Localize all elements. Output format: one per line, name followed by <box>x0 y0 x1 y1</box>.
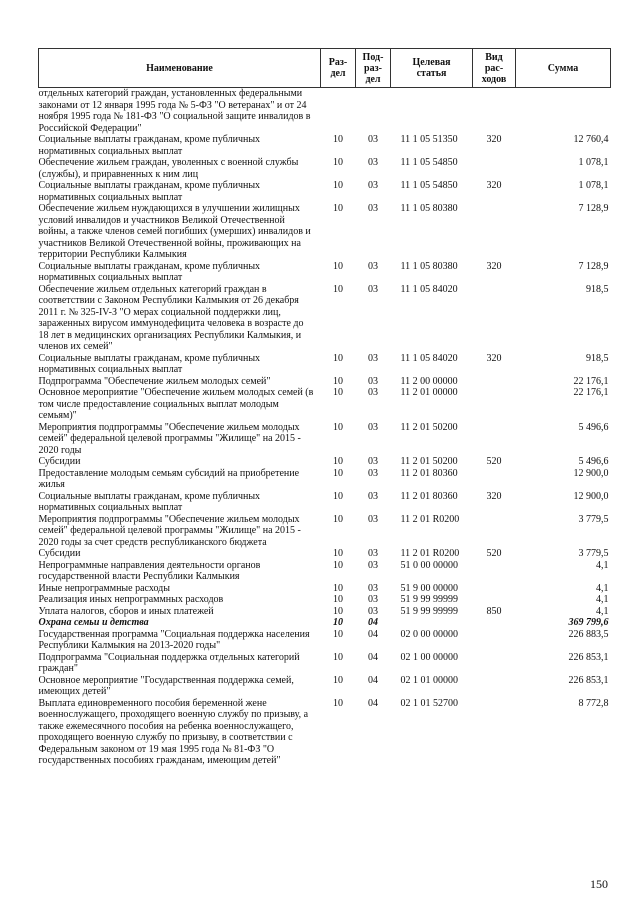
row-subsection: 03 <box>368 375 378 387</box>
row-section: 10 <box>333 134 343 145</box>
row-target: 02 1 01 00000 <box>400 674 458 686</box>
table-row <box>39 548 611 560</box>
row-subsection: 03 <box>368 352 378 364</box>
row-expense-type <box>473 468 516 491</box>
row-subsection: 03 <box>368 203 378 214</box>
row-sum: 3 779,5 <box>578 548 609 559</box>
table-row <box>39 157 611 180</box>
row-name: Основное мероприятие "Государственная поддержка семей, имеющих детей" <box>38 674 294 697</box>
row-sum: 5 496,6 <box>578 421 609 433</box>
row-subsection: 03 <box>368 582 378 594</box>
row-expense-type <box>473 203 516 261</box>
row-sum: 226 883,5 <box>568 628 609 640</box>
row-sum: 226 853,1 <box>568 651 609 663</box>
row-section <box>321 88 356 135</box>
table-row <box>39 261 611 284</box>
header-subsection <box>356 49 391 88</box>
row-section: 10 <box>333 628 343 640</box>
row-subsection: 03 <box>368 467 378 479</box>
row-section: 10 <box>333 421 343 433</box>
header-name <box>39 49 321 88</box>
row-expense-type <box>473 284 516 353</box>
budget-table <box>38 48 611 767</box>
row-section: 10 <box>333 674 343 686</box>
row-target: 11 1 05 80380 <box>400 260 458 272</box>
row-subsection: 03 <box>368 157 378 168</box>
table-row <box>39 491 611 514</box>
row-expense-type: 850 <box>486 605 502 617</box>
row-subsection: 03 <box>368 513 378 525</box>
row-section: 10 <box>333 490 343 502</box>
row-target <box>391 617 473 629</box>
row-target: 11 1 05 54850 <box>400 157 458 168</box>
row-subsection: 03 <box>368 134 378 145</box>
row-sum: 4,1 <box>596 559 609 571</box>
row-sum: 5 496,6 <box>578 456 609 467</box>
table-row <box>39 594 611 606</box>
row-target: 11 2 01 50200 <box>400 456 458 467</box>
row-expense-type: 320 <box>486 180 502 191</box>
row-section: 10 <box>333 180 343 191</box>
row-name: Уплата налогов, сборов и иных платежей <box>38 605 214 617</box>
row-subsection: 03 <box>368 387 378 398</box>
row-name: Мероприятия подпрограммы "Обеспечение жильем молодых семей" федеральной целевой программы "Жилище" на 2015 - 2020 годы <box>38 421 301 456</box>
row-name: Охрана семьи и детства <box>38 617 149 628</box>
table-row <box>39 606 611 618</box>
row-target: 11 2 01 R0200 <box>400 548 460 559</box>
row-name: Обеспечение жильем отдельных категорий граждан в соответствии с Законом Республики Калмыкия от 26 декабря 2011 г. № 325-IV-З "О мерах социальной поддержки лиц, зараженных вирусом иммунодефицита человека в возрасте до 18 лет в медицинских организациях Республики Калмыкия, и членов их семей" <box>38 283 304 352</box>
row-expense-type <box>473 157 516 180</box>
row-sum <box>516 88 611 135</box>
table-row <box>39 698 611 767</box>
row-target: 51 9 00 00000 <box>400 582 458 594</box>
row-target: 51 9 99 99999 <box>400 594 458 605</box>
row-section: 10 <box>333 617 343 628</box>
row-name: Субсидии <box>38 456 81 467</box>
row-name: Основное мероприятие "Обеспечение жильем молодых семей (в том числе предоставление социальных выплат молодым семьям)" <box>38 387 314 421</box>
row-section: 10 <box>333 375 343 387</box>
row-subsection: 03 <box>368 421 378 433</box>
row-subsection: 03 <box>368 456 378 467</box>
table-row <box>39 203 611 261</box>
table-row <box>39 180 611 203</box>
header-target-label: Целевая статья <box>412 57 451 79</box>
row-target: 02 1 00 00000 <box>400 651 458 663</box>
table-row <box>39 353 611 376</box>
row-target: 11 1 05 54850 <box>400 180 458 191</box>
table-row <box>39 387 611 422</box>
row-subsection: 03 <box>368 548 378 559</box>
header-target <box>391 49 473 88</box>
row-expense-type: 520 <box>486 456 502 467</box>
row-expense-type <box>473 698 516 767</box>
row-sum: 8 772,8 <box>578 697 609 709</box>
row-expense-type <box>473 629 516 652</box>
row-sum: 4,1 <box>596 582 609 594</box>
table-row <box>39 376 611 388</box>
header-subsection-label: Под- раз- дел <box>362 51 384 85</box>
row-name: Подпрограмма "Социальная поддержка отдельных категорий граждан" <box>38 651 300 674</box>
row-section: 10 <box>333 203 343 214</box>
row-sum: 4,1 <box>596 594 609 605</box>
row-sum: 22 176,1 <box>573 387 609 398</box>
row-subsection: 04 <box>368 651 378 663</box>
row-sum: 4,1 <box>596 605 609 617</box>
row-target: 11 2 01 80360 <box>400 490 458 502</box>
row-section: 10 <box>333 456 343 467</box>
header-section-label: Раз- дел <box>328 57 348 79</box>
row-name: Непрограммные направления деятельности органов государственной власти Республики Калмыкия <box>38 559 261 582</box>
row-subsection: 03 <box>368 605 378 617</box>
row-target: 11 1 05 80380 <box>400 203 458 214</box>
row-expense-type <box>473 583 516 595</box>
row-target: 11 2 00 00000 <box>400 375 458 387</box>
row-expense-type: 320 <box>486 490 502 502</box>
row-name: Социальные выплаты гражданам, кроме публичных нормативных социальных выплат <box>38 490 261 513</box>
row-sum: 918,5 <box>586 283 609 295</box>
row-section: 10 <box>333 387 343 398</box>
table-row <box>39 134 611 157</box>
row-sum: 3 779,5 <box>578 513 609 525</box>
row-subsection: 03 <box>368 559 378 571</box>
row-subsection <box>356 88 391 135</box>
table-row <box>39 514 611 549</box>
row-section: 10 <box>333 352 343 364</box>
row-sum: 918,5 <box>586 352 609 364</box>
row-expense-type <box>473 422 516 457</box>
row-section: 10 <box>333 697 343 709</box>
header-expense-type-label: Вид рас- ходов <box>481 51 507 85</box>
row-name: Выплата единовременного пособия беременной жене военнослужащего, проходящего военную службу по призыву, а также ежемесячного пособия на ребенка военнослужащего, проходящего военную службу по призыву, в соответствии с Федеральным законом от 19 мая 1995 года № 81-ФЗ "О государственных пособиях гражданам, имеющим детей" <box>38 697 309 766</box>
row-section: 10 <box>333 513 343 525</box>
row-sum: 22 176,1 <box>573 375 609 387</box>
row-expense-type <box>473 387 516 422</box>
table-body <box>39 88 611 767</box>
row-expense-type <box>473 617 516 629</box>
row-subsection: 03 <box>368 260 378 272</box>
row-sum: 12 760,4 <box>573 134 609 145</box>
row-name: Социальные выплаты гражданам, кроме публичных нормативных социальных выплат <box>38 260 261 283</box>
row-expense-type <box>473 514 516 549</box>
row-section: 10 <box>333 582 343 594</box>
row-name: Обеспечение жильем граждан, уволенных с военной службы (службы), и приравненных к ним лиц <box>38 157 299 180</box>
table-row <box>39 675 611 698</box>
table-row <box>39 629 611 652</box>
row-sum: 1 078,1 <box>578 180 609 191</box>
row-name: Реализация иных непрограммных расходов <box>38 594 224 605</box>
table-row <box>39 468 611 491</box>
row-subsection: 03 <box>368 594 378 605</box>
row-sum: 369 799,6 <box>568 617 609 628</box>
table-row <box>39 560 611 583</box>
row-name: Обеспечение жильем нуждающихся в улучшении жилищных условий инвалидов и участников Великой Отечественной войны, а также членов семей погибших (умерших) инвалидов и участников Великой Отечественной войны, проживающих на территории Республики Калмыкия <box>38 203 311 260</box>
row-target: 11 2 01 R0200 <box>400 513 460 525</box>
row-target: 51 0 00 00000 <box>400 559 458 571</box>
row-target: 11 1 05 51350 <box>400 134 458 145</box>
row-section: 10 <box>333 283 343 295</box>
row-expense-type <box>473 376 516 388</box>
row-sum: 12 900,0 <box>573 490 609 502</box>
row-name: Иные непрограммные расходы <box>38 582 170 594</box>
row-subsection: 04 <box>368 697 378 709</box>
row-expense-type <box>473 88 516 135</box>
table-row <box>39 456 611 468</box>
row-name: Субсидии <box>38 548 81 559</box>
page-number: 150 <box>590 877 608 891</box>
row-section: 10 <box>333 548 343 559</box>
row-target: 51 9 99 99999 <box>400 605 458 617</box>
header-sum-label: Сумма <box>547 62 579 74</box>
row-subsection: 03 <box>368 490 378 502</box>
row-expense-type <box>473 675 516 698</box>
row-subsection: 04 <box>368 628 378 640</box>
row-sum: 7 128,9 <box>578 260 609 272</box>
table-row <box>39 422 611 457</box>
row-section: 10 <box>333 157 343 168</box>
row-section: 10 <box>333 467 343 479</box>
row-section: 10 <box>333 260 343 272</box>
row-target <box>391 88 473 135</box>
row-name: Государственная программа "Социальная поддержка населения Республики Калмыкия на 2013-2020 годы" <box>38 628 310 651</box>
header-name-label: Наименование <box>146 62 213 74</box>
table-row <box>39 617 611 629</box>
row-section: 10 <box>333 594 343 605</box>
row-name: Социальные выплаты гражданам, кроме публичных нормативных социальных выплат <box>38 352 261 375</box>
row-expense-type <box>473 560 516 583</box>
row-subsection: 04 <box>368 674 378 686</box>
row-target: 11 2 01 00000 <box>400 387 458 398</box>
row-expense-type: 320 <box>486 134 502 145</box>
row-name: Социальные выплаты гражданам, кроме публичных нормативных социальных выплат <box>38 180 261 203</box>
row-expense-type <box>473 652 516 675</box>
row-sum: 1 078,1 <box>578 157 609 168</box>
row-section: 10 <box>333 559 343 571</box>
row-sum: 12 900,0 <box>573 467 609 479</box>
row-target: 11 2 01 80360 <box>400 467 458 479</box>
row-name: Подпрограмма "Обеспечение жильем молодых семей" <box>38 375 271 387</box>
row-name: Социальные выплаты гражданам, кроме публичных нормативных социальных выплат <box>38 134 261 157</box>
row-name: Мероприятия подпрограммы "Обеспечение жильем молодых семей" федеральной целевой программы "Жилище" на 2015 - 2020 годы за счет средств республиканского бюджета <box>38 513 301 548</box>
header-sum <box>516 49 611 88</box>
row-target: 11 1 05 84020 <box>400 283 458 295</box>
row-target: 11 1 05 84020 <box>400 352 458 364</box>
row-sum: 226 853,1 <box>568 674 609 686</box>
row-expense-type: 320 <box>486 352 502 364</box>
row-target: 02 0 00 00000 <box>400 628 458 640</box>
table-row <box>39 652 611 675</box>
row-section: 10 <box>333 651 343 663</box>
row-expense-type: 520 <box>486 548 502 559</box>
table-header-row <box>39 49 611 88</box>
row-subsection: 04 <box>368 617 378 628</box>
header-expense-type <box>473 49 516 88</box>
table-row <box>39 583 611 595</box>
row-expense-type: 320 <box>486 260 502 272</box>
row-expense-type <box>473 594 516 606</box>
row-target: 02 1 01 52700 <box>400 697 458 709</box>
row-sum: 7 128,9 <box>578 203 609 214</box>
table-row <box>39 284 611 353</box>
row-target: 11 2 01 50200 <box>400 421 458 433</box>
row-subsection: 03 <box>368 283 378 295</box>
header-section <box>321 49 356 88</box>
row-name: отдельных категорий граждан, установленных федеральными законами от 12 января 1995 года № 5-ФЗ "О ветеранах" и от 24 ноября 1995 года № 181-ФЗ "О социальной защите инвалидов в Российской Федерации" <box>38 88 311 134</box>
row-name: Предоставление молодым семьям субсидий на приобретение жилья <box>38 467 300 490</box>
row-subsection: 03 <box>368 180 378 191</box>
table-row <box>39 88 611 135</box>
row-section: 10 <box>333 605 343 617</box>
